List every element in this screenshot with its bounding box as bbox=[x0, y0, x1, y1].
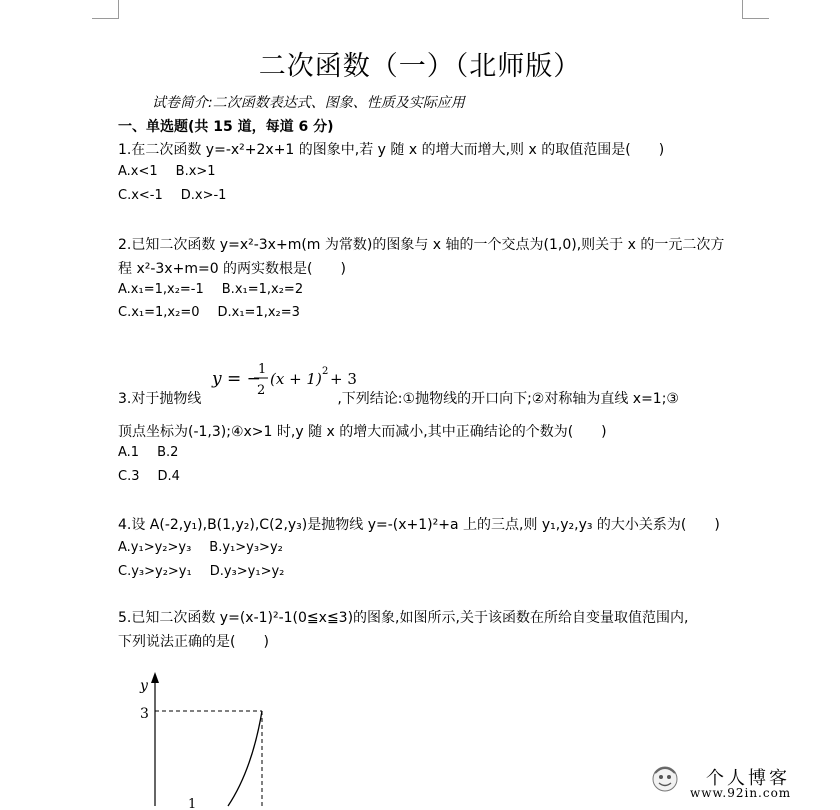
question-2-option-c: C.x₁=1,x₂=0 bbox=[118, 305, 200, 320]
watermark-title: 个人博客 bbox=[706, 768, 790, 789]
question-2-stem-line-1: 2.已知二次函数 y=x²-3x+m(m 为常数)的图象与 x 轴的一个交点为(1,0),则关于 x 的一元二次方 bbox=[118, 237, 725, 253]
crop-mark-top-left bbox=[92, 0, 119, 19]
question-4-option-d: D.y₃>y₁>y₂ bbox=[209, 564, 285, 579]
question-2-option-a: A.x₁=1,x₂=-1 bbox=[118, 282, 204, 297]
question-3-option-b: B.2 bbox=[157, 445, 179, 460]
question-4-option-b: B.y₁>y₃>y₂ bbox=[209, 540, 283, 555]
formula-tail: + 3 bbox=[330, 370, 357, 388]
question-1-options-row-2 bbox=[118, 188, 226, 203]
question-4-stem: 4.设 A(-2,y₁),B(1,y₂),C(2,y₃)是抛物线 y=-(x+1)²+a 上的三点,则 y₁,y₂,y₃ 的大小关系为( ) bbox=[118, 517, 720, 533]
question-2-options-row-1 bbox=[118, 282, 303, 297]
question-1-stem: 1.在二次函数 y=-x²+2x+1 的图象中,若 y 随 x 的增大而增大,则 x 的取值范围是( ) bbox=[118, 142, 665, 158]
question-1-option-a: A.x<1 bbox=[118, 164, 158, 179]
question-4-options-row-1 bbox=[118, 540, 283, 555]
figure-tick-1: 1 bbox=[188, 797, 197, 810]
question-4-options-row-2 bbox=[118, 564, 284, 579]
watermark-logo-icon bbox=[650, 764, 680, 794]
question-2-option-b: B.x₁=1,x₂=2 bbox=[221, 282, 304, 297]
question-3-stem-line-1 bbox=[118, 388, 679, 408]
formula-exponent: 2 bbox=[322, 366, 329, 377]
crop-mark-top-right bbox=[742, 0, 769, 19]
question-5-figure bbox=[128, 670, 278, 810]
question-3-stem-line-2: 顶点坐标为(-1,3);④x>1 时,y 随 x 的增大而减小,其中正确结论的个数为( ) bbox=[118, 424, 607, 440]
question-3-option-d: D.4 bbox=[157, 469, 180, 484]
formula-denominator: 2 bbox=[257, 383, 266, 398]
question-4-option-a: A.y₁>y₂>y₃ bbox=[118, 540, 192, 555]
question-5-stem-line-1: 5.已知二次函数 y=(x-1)²-1(0≦x≦3)的图象,如图所示,关于该函数在所给自变量取值范围内, bbox=[118, 610, 689, 626]
watermark-url: www.92in.com bbox=[690, 786, 792, 800]
question-4-option-c: C.y₃>y₂>y₁ bbox=[118, 564, 192, 579]
question-3-options-row-1 bbox=[118, 445, 178, 460]
question-3-stem-suffix: ,下列结论:①抛物线的开口向下;②对称轴为直线 x=1;③ bbox=[337, 391, 679, 407]
question-2-stem-line-2: 程 x²-3x+m=0 的两实数根是( ) bbox=[118, 261, 346, 277]
figure-y-axis-arrow bbox=[151, 672, 159, 683]
question-2-option-d: D.x₁=1,x₂=3 bbox=[217, 305, 300, 320]
question-1-options-row-1 bbox=[118, 164, 216, 179]
figure-y-label: y bbox=[140, 678, 148, 694]
question-5-stem-line-2: 下列说法正确的是( ) bbox=[118, 634, 269, 650]
question-3-option-c: C.3 bbox=[118, 469, 140, 484]
formula-y: y = − bbox=[212, 369, 261, 389]
document-intro: 试卷简介:二次函数表达式、图象、性质及实际应用 bbox=[152, 95, 465, 111]
question-1-option-c: C.x<-1 bbox=[118, 188, 163, 203]
figure-tick-3: 3 bbox=[140, 706, 149, 722]
formula-body: (x + 1) bbox=[270, 370, 322, 388]
question-3-options-row-2 bbox=[118, 469, 180, 484]
question-3-option-a: A.1 bbox=[118, 445, 140, 460]
document-title: 二次函数（一）（北师版） bbox=[258, 51, 582, 82]
question-2-options-row-2 bbox=[118, 305, 300, 320]
question-1-option-b: B.x>1 bbox=[175, 164, 216, 179]
formula-numerator: 1 bbox=[258, 362, 267, 377]
question-1-option-d: D.x>-1 bbox=[180, 188, 227, 203]
section-heading: 一、单选题(共 15 道，每道 6 分) bbox=[118, 119, 334, 135]
question-3-stem-prefix: 3.对于抛物线 bbox=[118, 391, 202, 407]
figure-parabola-curve bbox=[228, 711, 262, 806]
